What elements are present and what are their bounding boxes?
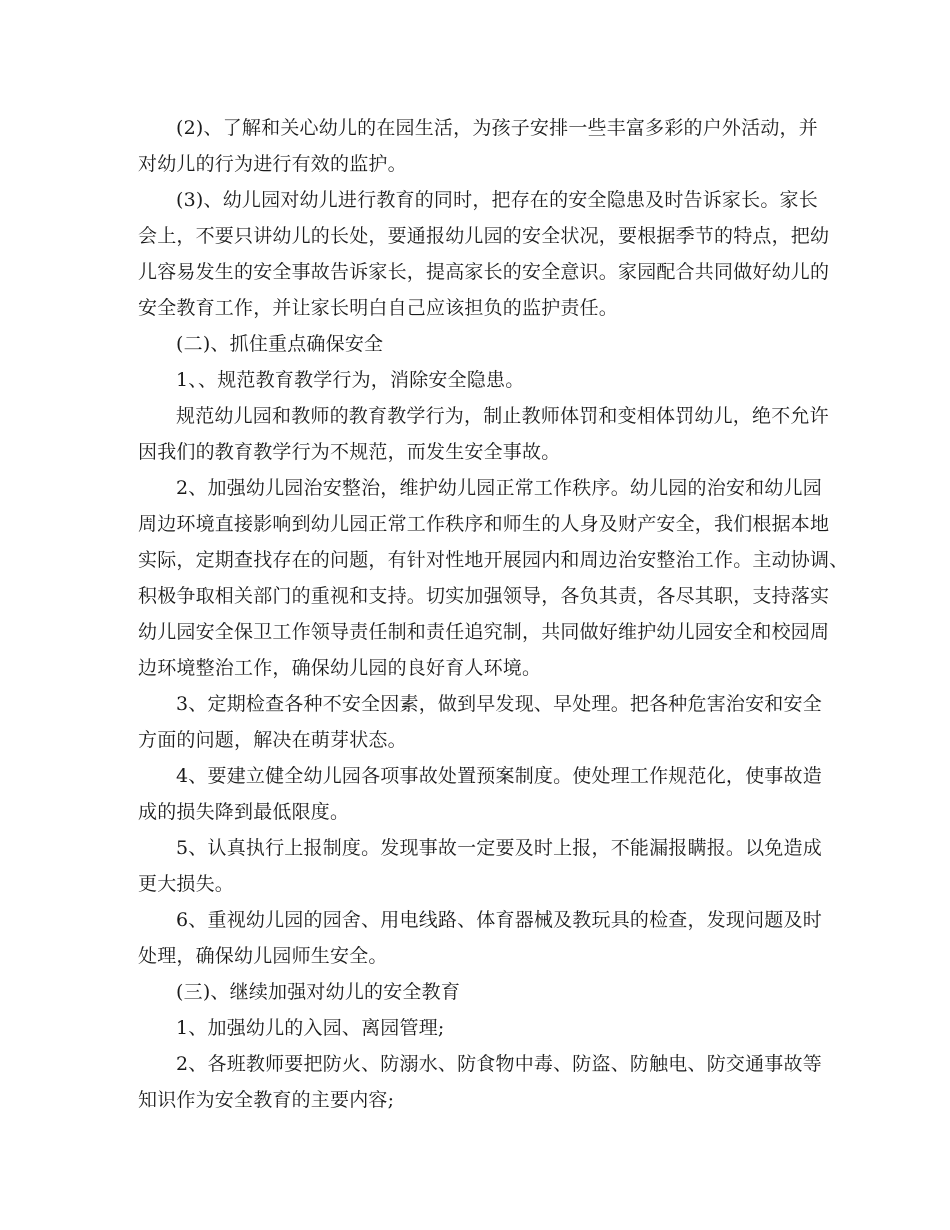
paragraph-facility-check: [138, 902, 840, 974]
text-line: 5、认真执行上报制度。发现事故一定要及时上报，不能漏报瞒报。以免造成: [176, 837, 822, 859]
text-line: 实际，定期查找存在的问题，有针对性地开展园内和周边治安整治工作。主动协调、: [138, 549, 849, 571]
text-line: 边环境整治工作，确保幼儿园的良好育人环境。: [138, 657, 542, 679]
paragraph-entry-exit: [138, 1010, 840, 1046]
text-line: 处理，确保幼儿园师生安全。: [138, 945, 388, 967]
paragraph-item-1-title: [138, 362, 840, 398]
text-line: (3)、幼儿园对幼儿进行教育的同时，把存在的安全隐患及时告诉家长。家长: [176, 189, 818, 211]
text-line: 1、加强幼儿的入园、离园管理;: [176, 1017, 445, 1039]
text-line: 3、定期检查各种不安全因素，做到早发现、早处理。把各种危害治安和安全: [176, 693, 822, 715]
paragraph-safety-topics: [138, 1046, 840, 1118]
paragraph-reporting: [138, 830, 840, 902]
text-line: 1、、规范教育教学行为，消除安全隐患。: [176, 369, 525, 391]
text-line: 会上，不要只讲幼儿的长处，要通报幼儿园的安全状况，要根据季节的特点，把幼: [138, 225, 830, 247]
paragraph-emergency-plan: [138, 758, 840, 830]
paragraph-guardianship: [138, 110, 840, 182]
section-heading-2: [138, 326, 840, 362]
text-line: 2、加强幼儿园治安整治，维护幼儿园正常工作秩序。幼儿园的治安和幼儿园: [176, 477, 822, 499]
paragraph-regulate-teaching: [138, 398, 840, 470]
section-heading: (三)、继续加强对幼儿的安全教育: [176, 981, 461, 1003]
text-line: 6、重视幼儿园的园舍、用电线路、体育器械及教玩具的检查，发现问题及时: [176, 909, 822, 931]
paragraph-regular-inspection: [138, 686, 840, 758]
text-line: 知识作为安全教育的主要内容;: [138, 1089, 395, 1111]
text-line: 安全教育工作，并让家长明白自己应该担负的监护责任。: [138, 297, 619, 319]
text-line: (2)、了解和关心幼儿的在园生活，为孩子安排一些丰富多彩的户外活动，并: [176, 117, 818, 139]
text-line: 成的损失降到最低限度。: [138, 801, 350, 823]
text-line: 积极争取相关部门的重视和支持。切实加强领导，各负其责，各尽其职，支持落实: [138, 585, 830, 607]
text-line: 方面的问题，解决在萌芽状态。: [138, 729, 407, 751]
text-line: 2、各班教师要把防火、防溺水、防食物中毒、防盗、防触电、防交通事故等: [176, 1053, 822, 1075]
text-line: 4、要建立健全幼儿园各项事故处置预案制度。使处理工作规范化，使事故造: [176, 765, 822, 787]
text-line: 规范幼儿园和教师的教育教学行为，制止教师体罚和变相体罚幼儿，绝不允许: [176, 405, 829, 427]
text-line: 因我们的教育教学行为不规范，而发生安全事故。: [138, 441, 561, 463]
text-line: 儿容易发生的安全事故告诉家长，提高家长的安全意识。家园配合共同做好幼儿的: [138, 261, 830, 283]
paragraph-security-order: [138, 470, 849, 686]
section-heading: (二)、抓住重点确保安全: [176, 333, 384, 355]
text-line: 对幼儿的行为进行有效的监护。: [138, 153, 407, 175]
text-line: 周边环境直接影响到幼儿园正常工作秩序和师生的人身及财产安全，我们根据本地: [138, 513, 830, 535]
section-heading-3: [138, 974, 840, 1010]
paragraph-inform-parents: [138, 182, 840, 326]
text-line: 更大损失。: [138, 873, 235, 895]
text-line: 幼儿园安全保卫工作领导责任制和责任追究制，共同做好维护幼儿园安全和校园周: [138, 621, 830, 643]
